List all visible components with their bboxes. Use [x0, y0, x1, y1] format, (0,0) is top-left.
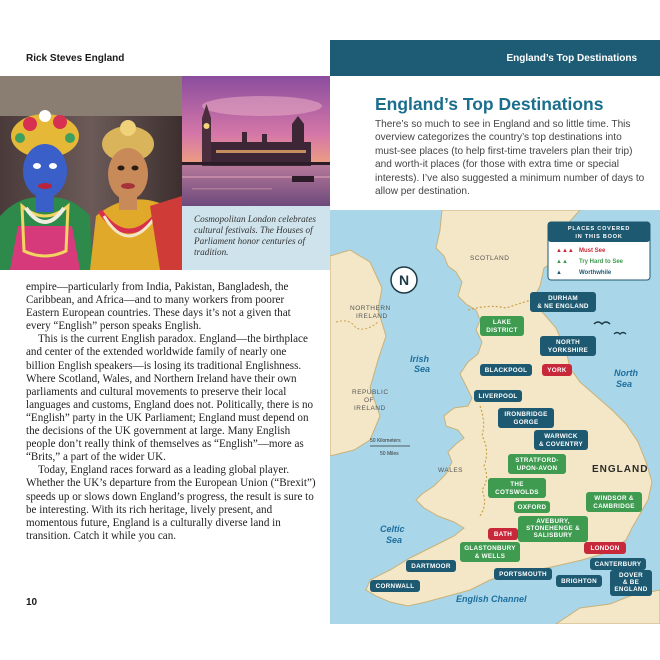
svg-text:DURHAM: DURHAM	[548, 295, 578, 302]
svg-text:50 Miles: 50 Miles	[380, 451, 399, 457]
svg-text:LAKE: LAKE	[492, 319, 512, 326]
map-legend	[548, 222, 650, 280]
running-head: Rick Steves England	[26, 53, 125, 64]
dest-lake-district[interactable]	[480, 316, 524, 336]
svg-text:BATH: BATH	[493, 531, 513, 538]
svg-text:CORNWALL: CORNWALL	[375, 583, 415, 590]
svg-text:CANTERBURY: CANTERBURY	[594, 561, 642, 568]
svg-text:LONDON: LONDON	[590, 545, 620, 552]
region-republic-1: REPUBLIC	[352, 389, 389, 396]
region-republic-3: IRELAND	[354, 405, 386, 412]
svg-text:Must See: Must See	[579, 248, 606, 254]
svg-text:▲▲: ▲▲	[556, 259, 568, 265]
svg-text:AVEBURY,: AVEBURY,	[536, 518, 570, 525]
svg-text:WARWICK: WARWICK	[544, 433, 578, 440]
svg-text:& COVENTRY: & COVENTRY	[538, 441, 584, 448]
svg-text:STRATFORD-: STRATFORD-	[515, 457, 559, 464]
svg-text:GLASTONBURY: GLASTONBURY	[464, 545, 516, 552]
compass-icon	[391, 267, 417, 293]
sea-english-channel: English Channel	[456, 594, 527, 604]
sea-celtic-2: Sea	[386, 535, 403, 545]
region-england: ENGLAND	[592, 464, 649, 475]
svg-text:DOVER: DOVER	[619, 572, 643, 579]
dest-oxford[interactable]	[514, 501, 550, 513]
svg-text:LIVERPOOL: LIVERPOOL	[478, 393, 518, 400]
svg-text:NORTH: NORTH	[556, 339, 580, 346]
dest-north-yorkshire[interactable]	[540, 336, 596, 356]
region-northern-ireland-1: NORTHERN	[350, 305, 391, 312]
dest-stratford[interactable]	[508, 454, 566, 474]
destinations-map	[330, 210, 660, 624]
dest-cotswolds[interactable]	[488, 478, 546, 498]
photo-caption-box	[182, 206, 330, 270]
region-wales: WALES	[438, 467, 464, 474]
svg-text:GORGE: GORGE	[513, 419, 539, 426]
svg-text:STONEHENGE &: STONEHENGE &	[526, 525, 580, 532]
svg-text:THE: THE	[510, 481, 524, 488]
region-scotland: SCOTLAND	[470, 255, 510, 262]
svg-text:& BE: & BE	[622, 579, 640, 586]
dest-cornwall[interactable]	[370, 580, 420, 592]
region-republic-2: OF	[364, 397, 375, 404]
dest-ironbridge[interactable]	[498, 408, 554, 428]
svg-text:N: N	[398, 272, 410, 288]
london-parliament-photo	[182, 76, 330, 206]
svg-text:IN THIS BOOK: IN THIS BOOK	[575, 234, 623, 240]
svg-text:COTSWOLDS: COTSWOLDS	[495, 489, 539, 496]
svg-text:PLACES COVERED: PLACES COVERED	[567, 226, 631, 232]
intro-text: There’s so much to see in England and so little time. This overview categorizes the country’s top destinations into must-see places (to help first-time travelers plan their trip) and worth-it places (for those with extra time or special interests). I’ve also suggested a minimum number of days to allow per destination.	[375, 119, 645, 198]
dest-brighton[interactable]	[556, 575, 602, 587]
sea-north-2: Sea	[616, 379, 633, 389]
svg-text:SALISBURY: SALISBURY	[533, 532, 573, 539]
svg-text:▲▲▲: ▲▲▲	[556, 248, 574, 254]
svg-text:DISTRICT: DISTRICT	[486, 327, 518, 334]
svg-text:YORKSHIRE: YORKSHIRE	[547, 347, 589, 354]
svg-text:▲: ▲	[556, 270, 562, 276]
sea-celtic-1: Celtic	[380, 524, 405, 534]
region-northern-ireland-2: IRELAND	[356, 313, 388, 320]
svg-text:ENGLAND: ENGLAND	[614, 586, 648, 593]
svg-text:IRONBRIDGE: IRONBRIDGE	[504, 411, 548, 418]
svg-text:BLACKPOOL: BLACKPOOL	[484, 367, 528, 374]
dest-dover[interactable]	[610, 570, 652, 596]
svg-text:50 Kilometers: 50 Kilometers	[370, 438, 401, 444]
svg-text:BRIGHTON: BRIGHTON	[561, 578, 597, 585]
body-paragraph-2: This is the current English paradox. England—the birthplace and center of the extended worldwide family of nearly one billion English speakers—is losing its traditional Englishness. Where Scotland, Wales, and Northern Ireland have their own parliaments and cultural movements to preserve their local languages and customs, England does not. Politically, there is no “English” party in the UK Parliament; England must depend on the decisions of the UK government at large. Many English people don’t really think of themselves as “English”—more as “Brits,” a part of the wider UK.	[26, 333, 314, 464]
header-title: England’s Top Destinations	[506, 53, 637, 64]
svg-text:WINDSOR &: WINDSOR &	[594, 495, 634, 502]
page-number: 10	[26, 597, 38, 608]
dest-durham[interactable]	[530, 292, 596, 312]
svg-text:OXFORD: OXFORD	[517, 504, 547, 511]
dest-portsmouth[interactable]	[494, 568, 552, 580]
right-page	[330, 0, 660, 660]
svg-text:& WELLS: & WELLS	[474, 553, 506, 560]
svg-text:Worthwhile: Worthwhile	[579, 270, 612, 276]
svg-text:CAMBRIDGE: CAMBRIDGE	[593, 503, 635, 510]
dest-york[interactable]	[542, 364, 572, 376]
svg-text:UPON-AVON: UPON-AVON	[516, 465, 558, 472]
sea-north-1: North	[614, 368, 638, 378]
body-text	[26, 281, 316, 543]
dest-windsor-cambridge[interactable]	[586, 492, 642, 512]
svg-text:YORK: YORK	[547, 367, 567, 374]
dest-bath[interactable]	[488, 528, 518, 540]
dest-glastonbury[interactable]	[460, 542, 520, 562]
dest-liverpool[interactable]	[474, 390, 522, 402]
dest-dartmoor[interactable]	[406, 560, 456, 572]
svg-text:PORTSMOUTH: PORTSMOUTH	[499, 571, 547, 578]
svg-text:Try Hard to See: Try Hard to See	[579, 259, 624, 265]
dest-london[interactable]	[584, 542, 626, 554]
sea-irish-2: Sea	[414, 364, 431, 374]
header-bar	[330, 40, 660, 76]
sea-irish-1: Irish	[410, 354, 430, 364]
dest-canterbury[interactable]	[590, 558, 646, 570]
dest-avebury[interactable]	[518, 516, 588, 542]
svg-text:DARTMOOR: DARTMOOR	[411, 563, 451, 570]
dest-blackpool[interactable]	[480, 364, 532, 376]
festival-photo	[0, 76, 182, 270]
section-title: England’s Top Destinations	[375, 94, 604, 114]
dest-warwick[interactable]	[534, 430, 588, 450]
svg-text:& NE ENGLAND: & NE ENGLAND	[537, 303, 589, 310]
body-paragraph-3: Today, England races forward as a leading global player. Whether the UK’s departure from the European Union (“Brexit”) speeds up or slows down England’s progress, the result is sure to be interesting. With its rich heritage, lively present, and momentous future, England is a culturally diverse land in transition. Catch it while you can.	[26, 464, 316, 542]
photo-caption: Cosmopolitan London celebrates cultural festivals. The Houses of Parliament honor centuries of tradition.	[194, 214, 316, 257]
body-paragraph-1: empire—particularly from India, Pakistan, Bangladesh, the Caribbean, and Africa—and to many workers from poorer Eastern European countries. These days it’s not a given that every “English” person speaks English.	[26, 281, 291, 333]
